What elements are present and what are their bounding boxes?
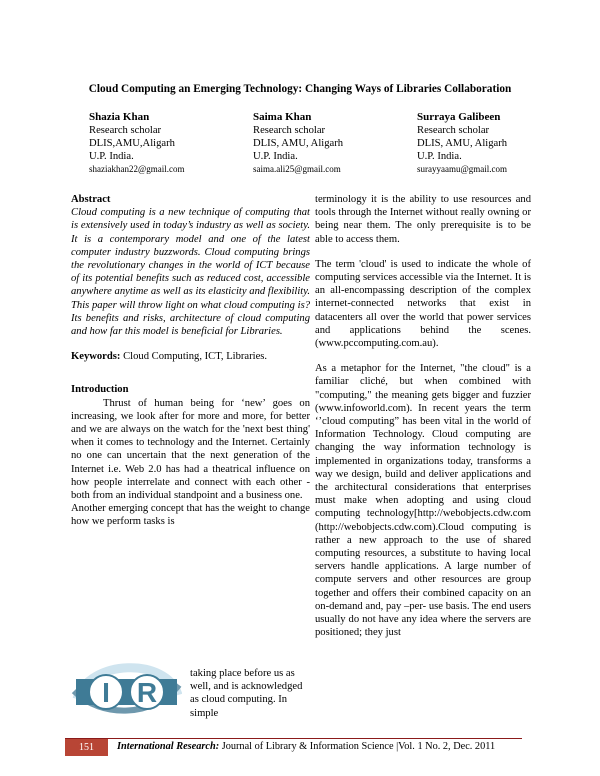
journal-details: Journal of Library & Information Science |Vol. 1 No. 2, Dec. 2011: [219, 741, 496, 752]
author-email: saima.ali25@gmail.com: [253, 164, 341, 174]
logo-letter-i: I: [102, 677, 110, 708]
author-dept: DLIS, AMU, Aligarh: [253, 138, 344, 149]
ir-logo: [71, 655, 182, 730]
page-footer: [65, 738, 522, 756]
author-email: surayyaamu@gmail.com: [417, 164, 508, 174]
paper-title: Cloud Computing an Emerging Technology: Changing Ways of Libraries Collaboration: [88, 83, 512, 95]
author-1: [89, 111, 185, 176]
author-2: [253, 111, 343, 176]
right-paragraph-1: terminology it is the ability to use resources and tools through the Internet without really owning or being near them. The only prerequisite is to be able to access them.: [315, 194, 531, 245]
page-number: 151: [65, 739, 108, 756]
keywords: [71, 350, 310, 363]
left-column: [71, 193, 310, 529]
journal-name: International Research:: [117, 741, 220, 752]
right-paragraph-2: The term 'cloud' is used to indicate the whole of computing services accessible via the Internet. It is an all-encompassing description of the complex internet-connected networks that exist in datacenters all over the world that power services and applications behind the scenes. (www.pccomputing.com.au).: [315, 258, 531, 350]
intro-wrap-text: taking place before us as well, and is acknowledged as cloud computing. In simple: [190, 668, 303, 719]
right-paragraph-3: As a metaphor for the Internet, "the cloud" is a familiar cliché, but when combined with "computing," the meaning gets bigger and fuzzier (www.infoworld.com). In recent years the term ‘’cloud computing” has been vital in the world of Information Technology. Cloud computing are changing the way information technology is implemented in organizations today, transforms a way we design, build and deliver applications and the architectural considerations that enterprises must make when adopting and using cloud computing technology[http://webobjects.cdw.com (http://webobjects.cdw.com).Cloud computing is rather a new approach to the use of shared computing resources, a substitute to having local servers handle applications. A large number of compute servers and other resources are group together and offers their combined capacity on an on-demand and, pay –per- use basis. The end users usually do not have any idea where the servers are positioned; they just: [315, 363, 531, 639]
abstract-text: Cloud computing is a new technique of computing that is extensively used in today’s industry as well as society. It is a contemporary model and one of the latest computer industry buzzwords. Cloud computing brings the revolutionary changes in the world of ICT because of its potential benefits such as reduced cost, accessible anywhere anytime as well as its elasticity and flexibility. This paper will throw light on what cloud computing is? Its benefits and risks, architecture of cloud computing and how far this model is beneficial for Libraries.: [71, 207, 310, 338]
intro-paragraph-1: Thrust of human being for ‘new’ goes on increasing, we look after for more and more, for better and we are always on the watch for the 'next best thing' when it comes to technology and the Internet. Certainly no one can uncertain that the next generation of the Internet i.e. Web 2.0 has had a theatrical influence on how people interrelate and connect with each other - both from an individual standpoint and a business one.: [71, 397, 310, 502]
journal-citation: [117, 741, 495, 752]
author-email: shaziakhan22@gmail.com: [89, 164, 185, 174]
keywords-label: Keywords:: [71, 351, 121, 363]
author-role: Research scholar: [253, 125, 326, 136]
abstract-heading: Abstract: [71, 194, 111, 205]
author-country: U.P. India.: [89, 151, 134, 162]
author-name: Saima Khan: [253, 111, 312, 123]
right-column: [315, 193, 531, 640]
author-name: Shazia Khan: [89, 111, 150, 123]
intro-heading: Introduction: [71, 384, 129, 396]
author-country: U.P. India.: [417, 151, 462, 162]
author-dept: DLIS, AMU, Aligarh: [417, 138, 508, 149]
author-role: Research scholar: [89, 125, 162, 136]
author-country: U.P. India.: [253, 151, 298, 162]
author-name: Surraya Galibeen: [417, 111, 501, 123]
logo-letter-r: R: [136, 677, 158, 708]
author-3: [417, 111, 507, 176]
intro-paragraph-2: Another emerging concept that has the weight to change how we perform tasks is: [71, 503, 310, 528]
author-dept: DLIS,AMU,Aligarh: [89, 138, 175, 149]
keywords-text: Cloud Computing, ICT, Libraries.: [123, 351, 268, 363]
author-role: Research scholar: [417, 125, 490, 136]
